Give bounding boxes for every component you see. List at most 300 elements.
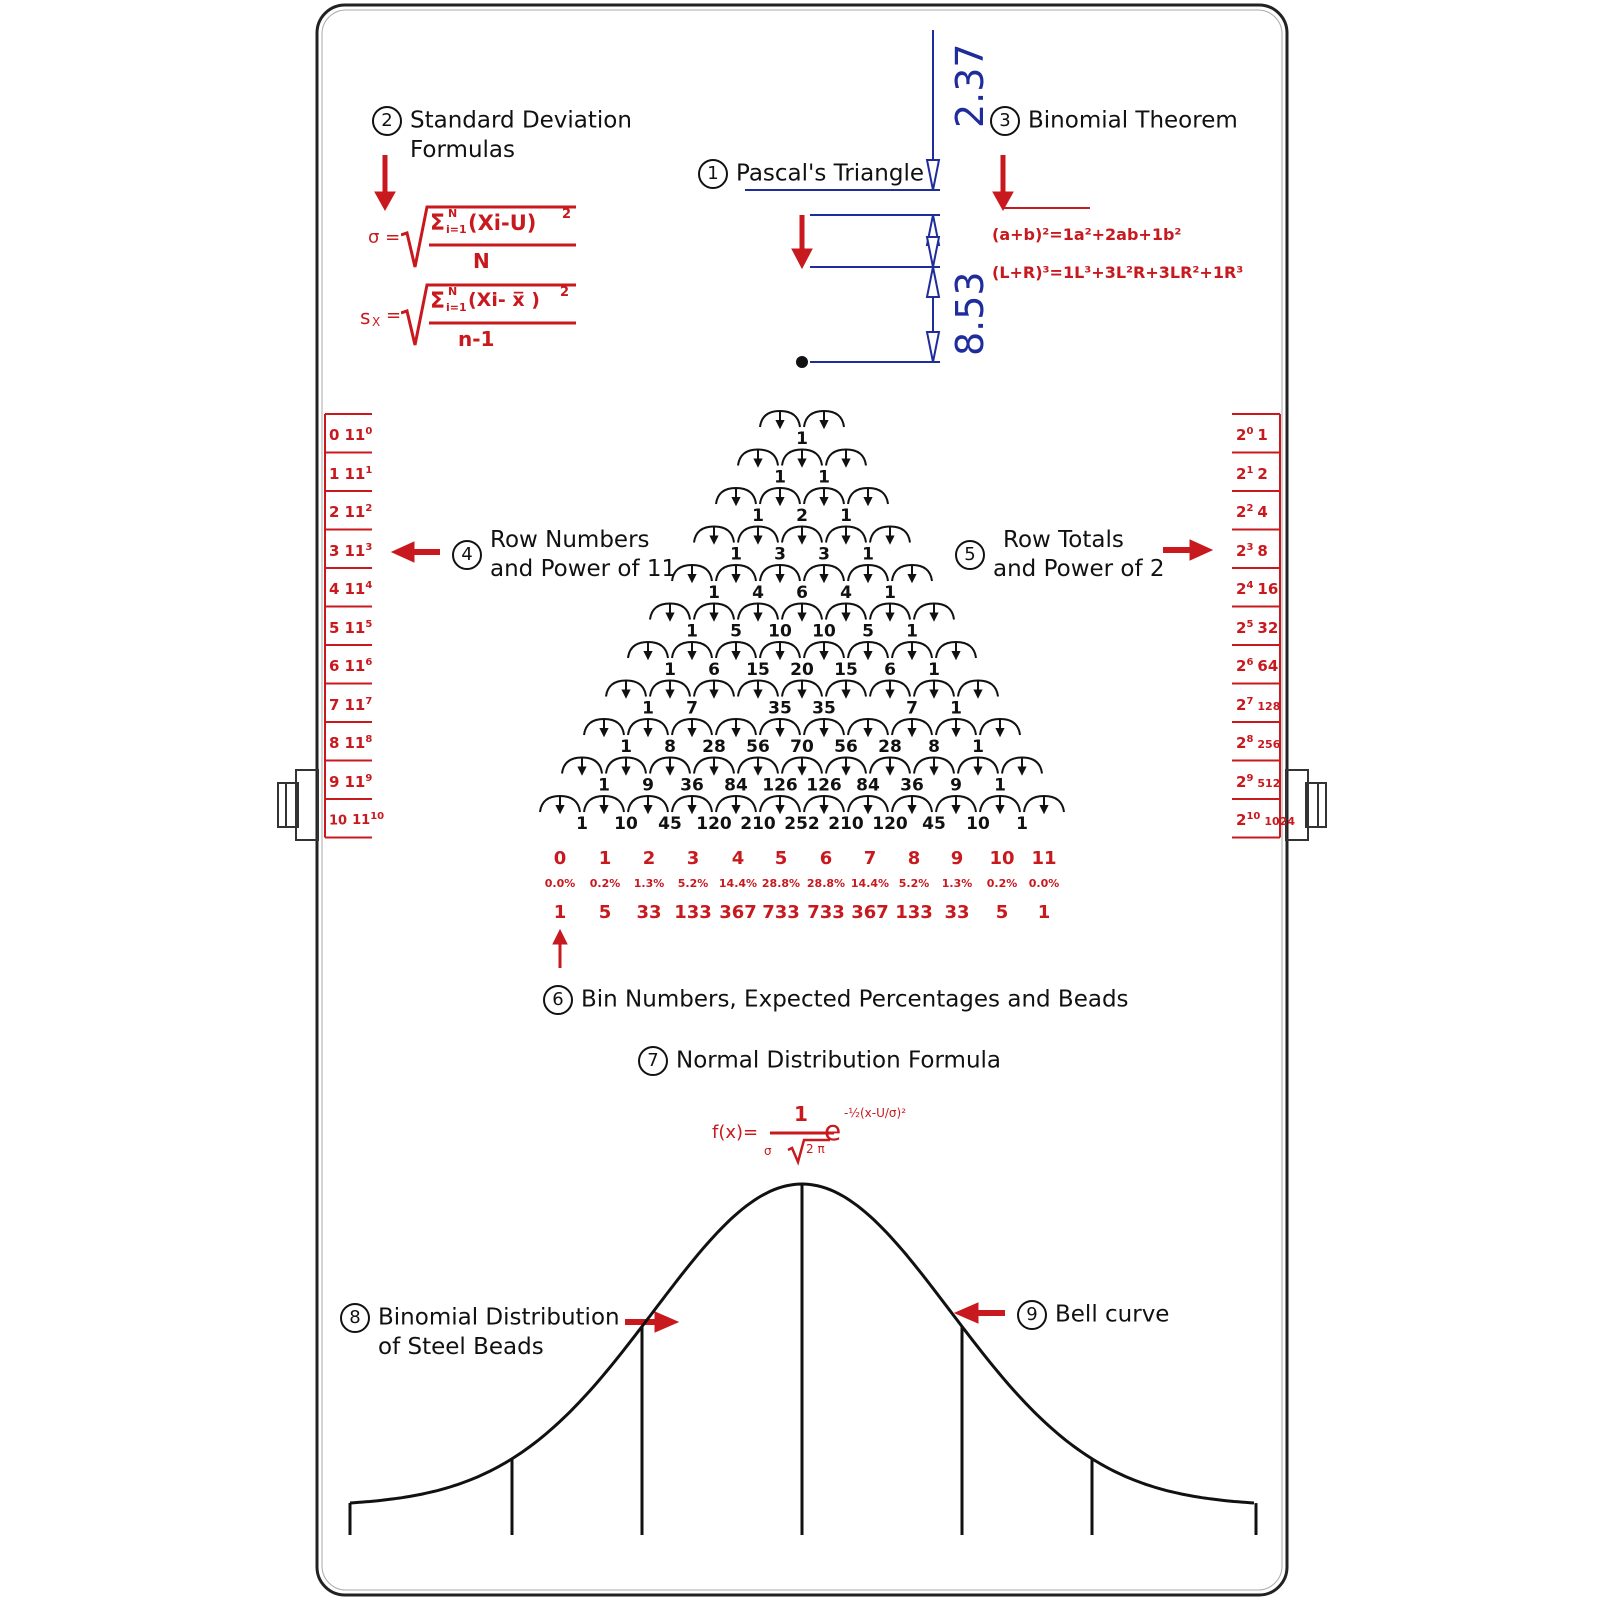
binomdist-line1: Binomial Distribution <box>378 1304 620 1331</box>
power-exponent: 3 <box>1246 541 1254 553</box>
bins-label <box>543 985 1129 1015</box>
pin-arrow <box>821 652 827 658</box>
power-exponent: 8 <box>1246 734 1254 745</box>
power-exponent: 10 <box>370 811 385 822</box>
pascal-cell: 1 <box>774 467 786 488</box>
pascal-cell: 7 <box>906 698 918 719</box>
pin-arrow <box>601 729 607 735</box>
power-base: 11 <box>344 580 366 598</box>
pin-arrow <box>777 421 783 427</box>
bin-beads-cell: 33 <box>944 902 970 923</box>
pin-arrow <box>799 768 805 774</box>
rownumbers-line1: Row Numbers <box>490 527 650 553</box>
dimension-bottom: 8.53 <box>948 271 992 356</box>
pascal-cell: 1 <box>818 467 830 488</box>
row-total-entry <box>1236 580 1278 598</box>
pin-arrow <box>755 691 761 697</box>
power-exponent: 9 <box>1246 772 1254 784</box>
normal-den-root: 2 π <box>806 1142 825 1156</box>
s-body: (Xi- x̅ ) <box>468 289 540 311</box>
row-index: 2 <box>329 503 340 521</box>
pascal-label <box>698 159 924 189</box>
power-base: 2 <box>1236 772 1247 791</box>
bin-percentages-cell: 0.2% <box>589 877 621 890</box>
binomial-label <box>990 106 1238 136</box>
row-number-entry <box>329 811 384 828</box>
sigma-den: N <box>473 249 490 273</box>
row-total-value: 1024 <box>1264 815 1295 828</box>
power-base: 2 <box>1236 695 1247 714</box>
pin-arrow <box>667 691 673 697</box>
normal-number: 7 <box>638 1046 668 1076</box>
sigma-lhs: σ = <box>368 227 401 248</box>
power-base: 2 <box>1236 657 1247 675</box>
power-exponent: 6 <box>365 657 373 668</box>
power-base: 11 <box>344 426 366 444</box>
pascal-cell: 1 <box>620 737 632 757</box>
pin-arrow <box>799 691 805 697</box>
bin-percentages-cell: 0.0% <box>544 877 576 890</box>
row-index: 1 <box>329 464 340 483</box>
power-base: 2 <box>1236 426 1247 444</box>
s-eq: = <box>386 305 402 326</box>
binomial-eq-1: (a+b)²=1a²+2ab+1b² <box>992 225 1182 244</box>
row-number-entry <box>329 580 372 598</box>
row-total-entry <box>1236 542 1268 560</box>
bin-numbers-cell: 9 <box>950 848 964 869</box>
sigma-sup: N <box>448 207 458 220</box>
stddev-line2: Formulas <box>410 137 515 163</box>
pin-arrow <box>843 537 849 543</box>
right-hinge <box>1286 770 1326 840</box>
pascal-cell: 1 <box>598 775 610 796</box>
pascal-cell: 70 <box>790 737 814 757</box>
sigma-pow: 2 <box>562 207 572 222</box>
pascal-cell: 10 <box>966 814 990 834</box>
pascal-cell: 1 <box>686 621 698 642</box>
pascal-cell: 1 <box>972 737 984 757</box>
power-base: 2 <box>1236 734 1247 752</box>
row-total-entry <box>1236 696 1280 714</box>
row-total-entry <box>1236 426 1268 444</box>
row-total-entry <box>1236 657 1278 675</box>
pascal-cell: 1 <box>642 698 654 719</box>
row-total-value: 8 <box>1257 541 1268 560</box>
stddev-line1: Standard Deviation <box>410 107 632 134</box>
power-exponent: 7 <box>365 695 373 707</box>
s-lhs: s <box>360 305 371 329</box>
pascal-cell: 35 <box>768 698 792 719</box>
power-base: 2 <box>1236 464 1247 483</box>
pin-arrow <box>821 729 827 735</box>
bin-beads-cell: 1 <box>1037 902 1051 923</box>
bin-percentages-cell: 5.2% <box>677 877 709 890</box>
bin-numbers-cell: 3 <box>686 848 700 869</box>
s-sub: X <box>372 315 381 329</box>
pascal-cell: 120 <box>696 814 732 834</box>
bins-label-text: Bin Numbers, Expected Percentages and Beads <box>581 986 1129 1013</box>
pin-arrow <box>623 691 629 697</box>
pin-arrow <box>777 729 783 735</box>
bin-percentages-cell: 5.2% <box>898 877 930 890</box>
bin-percentages-cell: 1.3% <box>941 877 973 890</box>
pascal-cell: 9 <box>950 775 962 796</box>
power-base: 11 <box>344 734 366 752</box>
rowtotals-label <box>955 526 1165 584</box>
row-total-value: 16 <box>1257 580 1279 598</box>
row-total-entry <box>1236 619 1278 637</box>
pin-arrow <box>799 614 805 620</box>
bin-numbers-cell: 0 <box>553 848 567 869</box>
pascal-cell: 6 <box>708 660 720 680</box>
stddev-number: 2 <box>372 106 402 136</box>
power-exponent: 6 <box>1246 657 1254 668</box>
pascal-cell: 1 <box>708 583 720 603</box>
pin-arrow <box>865 806 871 812</box>
binomial-number: 3 <box>990 106 1020 136</box>
pin-arrow <box>821 575 827 581</box>
binomdist-line2: of Steel Beads <box>378 1334 544 1360</box>
row-total-entry <box>1236 811 1295 829</box>
bin-numbers-cell: 6 <box>819 848 833 869</box>
power-exponent: 10 <box>1246 811 1261 822</box>
row-number-entry <box>329 542 372 560</box>
pin-arrow <box>821 421 827 427</box>
pascal-cell: 126 <box>806 775 842 796</box>
pascal-cell: 3 <box>818 544 830 565</box>
row-index: 0 <box>329 426 340 444</box>
pin-arrow <box>975 768 981 774</box>
pin-arrow <box>645 806 651 812</box>
pascal-cell: 10 <box>614 814 638 834</box>
pin-arrow <box>997 806 1003 812</box>
pin-arrow <box>953 652 959 658</box>
power-exponent: 7 <box>1246 695 1254 707</box>
pin-arrow <box>931 768 937 774</box>
pin-arrow <box>755 768 761 774</box>
pascal-cell: 1 <box>840 506 852 526</box>
pascal-cell: 84 <box>856 775 880 796</box>
row-total-value: 512 <box>1257 776 1281 790</box>
pascal-cell: 15 <box>746 660 770 680</box>
pin-arrow <box>997 729 1003 735</box>
pin-arrow <box>843 691 849 697</box>
row-number-entry <box>329 657 372 675</box>
pin-arrow <box>909 575 915 581</box>
pascal-cell: 9 <box>642 775 654 796</box>
row-index: 4 <box>329 580 340 598</box>
pin-arrow <box>821 806 827 812</box>
row-total-value: 128 <box>1257 699 1281 713</box>
pin-arrow <box>821 498 827 504</box>
power-base: 2 <box>1236 618 1247 637</box>
sigma-sum: Σ <box>430 211 446 236</box>
power-exponent: 4 <box>1246 580 1254 591</box>
bin-percentages-cell: 14.4% <box>718 877 758 890</box>
pin-arrow <box>623 768 629 774</box>
pin-arrow <box>931 691 937 697</box>
power-exponent: 0 <box>1246 426 1254 437</box>
row-index: 10 <box>329 813 348 829</box>
pin-arrow <box>579 768 585 774</box>
pin-arrow <box>733 575 739 581</box>
pin-arrow <box>689 652 695 658</box>
power-base: 11 <box>344 618 366 637</box>
pin-arrow <box>733 806 739 812</box>
row-index: 5 <box>329 618 340 637</box>
bell-label-text: Bell curve <box>1055 1301 1170 1328</box>
pin-arrow <box>755 460 761 466</box>
rowtotals-line2: and Power of 2 <box>993 555 1165 582</box>
row-number-entry <box>329 734 372 752</box>
binomial-label-text: Binomial Theorem <box>1028 107 1238 134</box>
pin-arrow <box>865 498 871 504</box>
pascal-cell: 1 <box>950 698 962 719</box>
pin-arrow <box>953 806 959 812</box>
bins-number: 6 <box>543 985 573 1015</box>
pascal-cell: 1 <box>884 583 896 603</box>
row-number-entry <box>329 503 372 521</box>
pin-arrow <box>975 691 981 697</box>
bin-beads-cell: 367 <box>719 902 757 923</box>
pascal-cell: 36 <box>680 775 704 796</box>
pin-arrow <box>843 768 849 774</box>
bell-label <box>1017 1300 1169 1330</box>
pascal-cell: 1 <box>906 621 918 642</box>
bin-percentages-cell: 0.2% <box>986 877 1018 890</box>
bin-numbers-cell: 4 <box>731 848 745 869</box>
pin-arrow <box>909 652 915 658</box>
row-total-value: 64 <box>1257 657 1279 675</box>
row-index: 3 <box>329 541 340 560</box>
power-exponent: 5 <box>1246 618 1254 630</box>
pascal-cell: 1 <box>928 660 940 680</box>
power-base: 11 <box>344 695 366 714</box>
bin-table <box>545 848 1060 923</box>
bin-beads-cell: 733 <box>762 902 800 923</box>
pin-arrow <box>733 729 739 735</box>
power-base: 11 <box>344 541 366 560</box>
pin-arrow <box>1019 768 1025 774</box>
normal-formula <box>712 1102 922 1166</box>
pin-arrow <box>711 537 717 543</box>
power-base: 11 <box>344 657 366 675</box>
power-base: 11 <box>344 503 366 521</box>
pin-arrow <box>865 575 871 581</box>
pin-arrow <box>909 729 915 735</box>
pascal-cell: 120 <box>872 814 908 834</box>
power-base: 2 <box>1236 503 1247 521</box>
power-exponent: 1 <box>1246 464 1254 476</box>
bin-beads-cell: 367 <box>851 902 889 923</box>
bin-numbers-cell: 8 <box>907 848 921 869</box>
power-base: 2 <box>1236 580 1247 598</box>
pin-arrow <box>711 614 717 620</box>
pascal-cell: 3 <box>774 544 786 565</box>
row-total-value: 4 <box>1257 503 1268 521</box>
rownumbers-label <box>452 526 676 584</box>
row-number-entry <box>329 619 372 637</box>
pin-arrow <box>953 729 959 735</box>
bin-numbers-cell: 11 <box>1031 848 1057 869</box>
left-hinge <box>278 770 318 840</box>
power-exponent: 2 <box>1246 503 1254 514</box>
pin-arrow <box>799 537 805 543</box>
dimension-top: 2.37 <box>948 43 992 128</box>
rownumbers-line2: and Power of 11 <box>490 555 677 582</box>
row-total-value: 32 <box>1257 618 1279 637</box>
pascal-cell: 84 <box>724 775 748 796</box>
power-exponent: 4 <box>365 580 373 591</box>
bell-number: 9 <box>1017 1300 1047 1330</box>
pascal-cell: 1 <box>862 544 874 565</box>
pascal-cell: 36 <box>900 775 924 796</box>
normal-label-text: Normal Distribution Formula <box>676 1047 1002 1074</box>
pin-arrow <box>667 614 673 620</box>
s-pow: 2 <box>560 285 570 300</box>
pascal-cell: 1 <box>576 814 588 834</box>
binomdist-number: 8 <box>340 1303 370 1333</box>
row-index: 7 <box>329 695 340 714</box>
bin-percentages-cell: 28.8% <box>761 877 801 890</box>
power-exponent: 9 <box>365 772 373 784</box>
pin-arrow <box>689 806 695 812</box>
stddev-label <box>372 106 632 165</box>
row-total-entry <box>1236 773 1280 791</box>
power-exponent: 1 <box>365 464 373 476</box>
power-exponent: 5 <box>365 618 373 630</box>
normal-lhs: f(x)= <box>712 1122 759 1143</box>
bin-numbers-cell: 2 <box>642 848 656 869</box>
pin-arrow <box>865 652 871 658</box>
dimension-lines <box>745 30 940 362</box>
s-sum-sub: i=1 <box>446 301 467 314</box>
pascal-cell: 210 <box>828 814 864 834</box>
pascal-cell: 210 <box>740 814 776 834</box>
pin-arrow <box>777 806 783 812</box>
pin-arrow <box>689 729 695 735</box>
s-den: n-1 <box>458 327 495 351</box>
pascal-cell: 8 <box>664 737 676 757</box>
power-exponent: 2 <box>365 503 373 514</box>
normal-den-sigma: σ <box>764 1144 772 1158</box>
pascal-cell: 2 <box>796 506 808 526</box>
pascal-cell: 5 <box>730 621 742 642</box>
pin-arrow <box>777 652 783 658</box>
row-number-entry <box>329 465 372 483</box>
bin-percentages-cell: 1.3% <box>633 877 665 890</box>
rowtotals-number: 5 <box>955 540 985 570</box>
bin-percentages-cell: 14.4% <box>850 877 890 890</box>
bin-beads-cell: 33 <box>636 902 662 923</box>
row-number-entry <box>329 696 372 714</box>
row-number-entry <box>329 426 372 444</box>
pascal-cell: 10 <box>812 621 836 642</box>
pin-arrow <box>777 575 783 581</box>
power-base: 11 <box>344 464 366 483</box>
bin-beads-cell: 733 <box>807 902 845 923</box>
pin-arrow <box>777 498 783 504</box>
normal-label <box>638 1046 1001 1076</box>
row-index: 9 <box>329 772 340 791</box>
power-exponent: 0 <box>365 426 373 437</box>
rowtotals-line1: Row Totals <box>1003 527 1124 553</box>
pin-arrow <box>843 614 849 620</box>
pascal-cell: 7 <box>686 698 698 719</box>
pin-arrow <box>887 614 893 620</box>
pin-arrow <box>887 768 893 774</box>
pascal-cell: 5 <box>862 621 874 642</box>
bin-numbers-cell: 1 <box>598 848 612 869</box>
pascal-cell: 4 <box>752 583 764 603</box>
bin-beads-cell: 133 <box>674 902 712 923</box>
pin-arrow <box>1041 806 1047 812</box>
pascal-label-text: Pascal's Triangle <box>736 160 924 187</box>
pin-arrow <box>909 806 915 812</box>
power-exponent: 8 <box>365 734 373 745</box>
normal-e: e <box>824 1114 842 1147</box>
bin-numbers-cell: 5 <box>774 848 788 869</box>
pascal-cell: 45 <box>922 814 946 834</box>
row-total-entry <box>1236 503 1268 521</box>
pin-arrow <box>755 614 761 620</box>
pascal-cell: 252 <box>784 814 820 834</box>
normal-num: 1 <box>794 1102 808 1126</box>
bin-numbers-cell: 10 <box>989 848 1015 869</box>
binomdist-label <box>340 1303 620 1362</box>
pascal-cell: 1 <box>664 660 676 680</box>
binomial-eq-2: (L+R)³=1L³+3L²R+3LR²+1R³ <box>992 263 1244 282</box>
pascal-cell: 35 <box>812 698 836 719</box>
pascal-number: 1 <box>698 159 728 189</box>
pin-arrow <box>711 691 717 697</box>
pascal-cell: 1 <box>994 775 1006 796</box>
bin-beads-cell: 133 <box>895 902 933 923</box>
normal-exp: -½(x-U/σ)² <box>844 1106 906 1120</box>
bin-numbers-cell: 7 <box>863 848 877 869</box>
bin-percentages-cell: 28.8% <box>806 877 846 890</box>
pascal-cell: 28 <box>702 737 726 757</box>
power-base: 11 <box>352 813 371 829</box>
pascal-cell: 6 <box>796 583 808 603</box>
pin-arrow <box>733 652 739 658</box>
pin-arrow <box>689 575 695 581</box>
row-total-value: 256 <box>1257 738 1281 751</box>
pin-arrow <box>601 806 607 812</box>
pin-arrow <box>887 691 893 697</box>
pascal-cell: 126 <box>762 775 798 796</box>
pascal-cell: 8 <box>928 737 940 757</box>
pin-arrow <box>645 729 651 735</box>
pin-arrow <box>755 537 761 543</box>
pin-arrow <box>667 768 673 774</box>
pascal-cell: 1 <box>752 506 764 526</box>
pascal-cell: 56 <box>746 737 770 757</box>
pascal-cell: 15 <box>834 660 858 680</box>
pascal-cell: 1 <box>1016 814 1028 834</box>
pascal-cell: 4 <box>840 583 852 603</box>
pascal-cell: 1 <box>730 544 742 565</box>
row-total-value: 1 <box>1257 426 1268 444</box>
sigma-body: (Xi-U) <box>468 211 537 235</box>
pin-arrow <box>645 652 651 658</box>
row-index: 8 <box>329 734 340 752</box>
bin-beads-cell: 5 <box>598 902 612 923</box>
row-total-entry <box>1236 465 1268 483</box>
pascal-cell: 28 <box>878 737 902 757</box>
pascal-cell: 56 <box>834 737 858 757</box>
pin-arrow <box>931 614 937 620</box>
